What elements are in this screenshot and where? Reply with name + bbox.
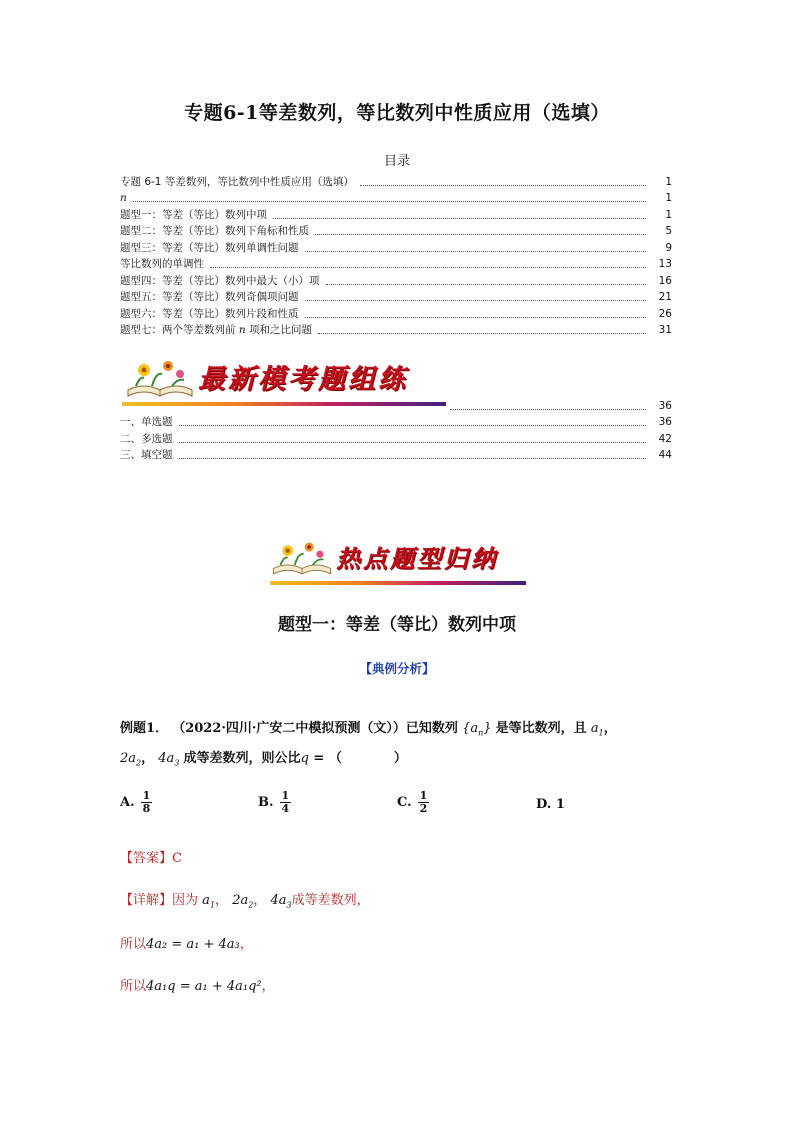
fraction [280,790,292,815]
punct: ， [603,721,617,736]
toc-leader [133,201,646,202]
toc-entry-page: 42 [658,432,672,445]
fraction [418,790,430,815]
toc-leader [305,317,647,318]
toc-entry-label: 题型四：等差（等比）数列中最大（小）项 [120,274,320,287]
toc-entry-label: 题型六：等差（等比）数列片段和性质 [120,307,299,320]
toc-entry[interactable] [120,172,672,189]
math-4a3 [270,893,291,908]
toc-leader [360,185,646,186]
example-label: 例题1． [120,721,169,736]
banner-title: 最新模考题组练 [198,363,408,395]
toc-entry-page: 5 [665,225,672,237]
toc-entry-label: 题型三：等差（等比）数列单调性问题 [120,241,299,254]
toc-entry-page: 36 [658,399,672,412]
math-2a2 [232,893,253,908]
denominator: 4 [281,802,290,815]
answer-value: C [172,851,182,866]
banner-hot-types [268,534,498,578]
example-line2-tail: 成等差数列，则公比 [183,751,301,766]
banner-title: 热点题型归纳 [336,543,498,573]
toc-entry-label: 题型五：等差（等比）数列奇偶项问题 [120,291,299,303]
math-sub: n [478,728,484,738]
toc-leader [179,425,647,426]
option-letter: A. [120,795,135,810]
book-flowers-icon [122,352,198,400]
toc-entry-page: 44 [658,449,672,461]
toc-entry[interactable] [120,189,672,206]
toc-entry[interactable] [120,255,672,272]
math-sub: 3 [286,900,292,910]
punct: ， [253,893,267,908]
math-seq [462,721,491,736]
toc-leader [326,284,647,285]
option-letter: B. [258,795,274,810]
detail-text: 因为 [172,893,199,908]
math-a1 [202,893,215,908]
toc-leader [179,458,647,459]
toc-entry-label: 一、单选题 [120,416,173,428]
example-mid: 是等比数列，且 [495,721,587,736]
toc-leader [273,218,646,219]
option-d[interactable] [536,797,565,812]
toc-entry-page: 21 [658,291,672,303]
section-sublabel: 【典例分析】 [359,661,435,676]
math-a1 [591,721,604,736]
toc-entry-label: n [120,192,127,204]
option-letter: D. [536,797,552,812]
toc-entry[interactable] [120,413,672,430]
punct: ， [239,937,253,952]
toc-leader [450,409,646,410]
book-flowers-icon [268,534,336,578]
denominator: 8 [142,802,151,815]
toc-entry[interactable] [120,205,672,222]
option-letter: C. [397,795,412,810]
punct: ， [141,751,155,766]
detail-line-2 [120,933,253,952]
option-value: 1 [555,797,565,812]
toc-leader [315,234,646,235]
option-a[interactable] [120,790,152,815]
numerator: 1 [142,789,151,802]
math-sub: 1 [209,900,216,910]
example-line-1 [120,717,617,738]
toc-entry[interactable] [120,429,672,446]
math-var: 4a [158,751,175,766]
detail-text: 成等差数列， [291,893,370,908]
document-title: 专题6-1等差数列，等比数列中性质应用（选填） [184,102,610,124]
fraction [141,790,153,815]
detail-line-3 [120,975,275,994]
answer-blank: = （ ） [308,751,407,766]
math-sub: 3 [174,758,180,768]
toc-leader [305,251,647,252]
math-q: q [300,751,309,766]
toc-entry-page: 1 [665,175,672,188]
toc-entry-label-head: 题型七：两个等差数列前 [120,324,236,336]
detail-line-1 [120,889,370,910]
toc-leader [179,442,647,443]
toc-entry[interactable] [120,396,672,413]
math-2a2 [120,751,141,766]
toc-leader [305,300,647,301]
toc-leader [210,267,646,268]
math-sub: 2 [248,900,254,910]
detail-text: 所以 [120,979,147,994]
toc-entry-page: 13 [658,258,672,270]
example-source: （2022·四川·广安二中模拟预测（文））已知数列 [172,721,458,736]
answer-line [120,847,182,866]
toc-entry-page: 16 [658,274,672,287]
toc-entry-page: 1 [665,192,672,204]
banner-underline [270,581,526,585]
option-b[interactable] [258,790,291,815]
math-var: a [590,721,599,736]
detail-text: 所以 [120,937,147,952]
punct: ， [215,893,229,908]
toc-entry-label: 二、多选题 [120,432,173,445]
math-sub: 2 [136,758,142,768]
toc-entry[interactable] [120,446,672,463]
toc-leader [318,333,646,334]
toc-entry[interactable] [120,288,672,305]
math-4a3 [158,751,179,766]
toc-entry-label: 题型二：等差（等比）数列下角标和性质 [120,225,309,237]
math-equation: 4a₁q = a₁ + 4a₁q² [146,979,262,994]
answer-label: 【答案】 [120,851,173,866]
toc-entry-label-tail: 项和之比问题 [248,324,312,336]
toc-entry[interactable] [120,304,672,321]
toc-entry[interactable] [120,271,672,288]
denominator: 2 [419,802,428,815]
math-var: 4a [270,893,287,908]
math-sub: 1 [598,728,604,738]
toc-entry-label: 三、填空题 [120,449,173,461]
toc-entry[interactable] [120,238,672,255]
punct: ， [261,979,275,994]
banner-latest-mock [122,352,408,400]
toc-entry-label-n: n [238,324,246,336]
toc-entry-page: 31 [658,324,672,336]
math-var: a [202,893,210,908]
numerator: 1 [419,789,428,802]
math-seq-body: {a [462,721,479,736]
toc-entry-label [120,323,312,337]
math-var: 2a [120,751,137,766]
toc-entry[interactable] [120,222,672,239]
detail-label: 【详解】 [120,893,173,908]
toc-entry-label: 题型一：等差（等比）数列中项 [120,208,267,221]
table-of-contents-part2 [120,396,672,462]
numerator: 1 [281,789,290,802]
toc-entry-page: 36 [658,416,672,428]
math-var: 2a [232,893,249,908]
table-of-contents [120,172,672,337]
toc-heading: 目录 [383,154,410,169]
toc-entry-label: 等比数列的单调性 [120,258,204,270]
toc-entry-label: 专题 6-1 等差数列，等比数列中性质应用（选填） [120,175,354,188]
toc-entry[interactable] [120,321,672,338]
toc-entry-page: 1 [665,208,672,221]
option-c[interactable] [397,790,429,815]
toc-entry-page: 9 [665,241,672,254]
example-line-2 [120,747,407,768]
section-title: 题型一：等差（等比）数列中项 [278,615,516,635]
math-equation: 4a₂ = a₁ + 4a₃ [146,937,240,952]
math-seq-close: } [483,721,492,736]
toc-entry-page: 26 [658,307,672,320]
